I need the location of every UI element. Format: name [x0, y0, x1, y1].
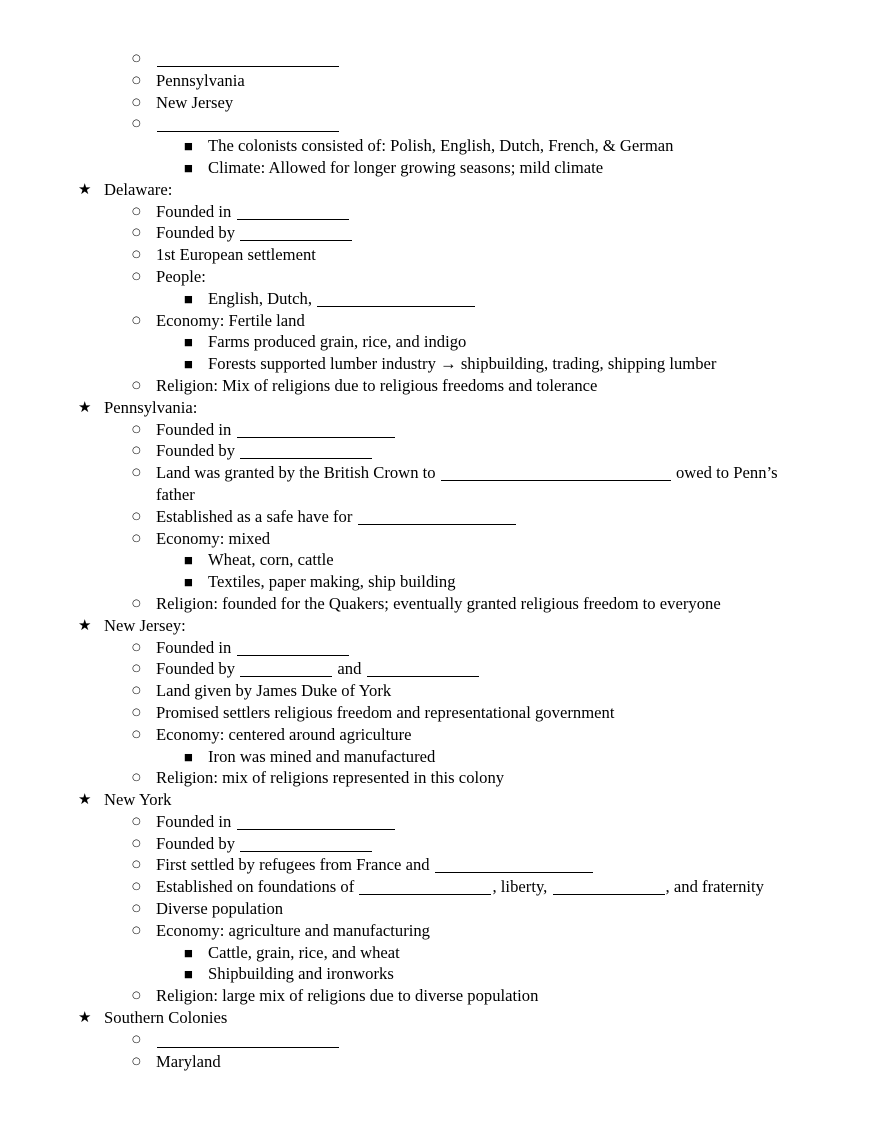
outline-item	[78, 876, 810, 898]
circle-bullet-icon: ○	[132, 314, 141, 326]
outline-item	[78, 1051, 810, 1073]
outline-item-text	[156, 920, 810, 942]
circle-bullet-icon: ○	[132, 379, 141, 391]
outline-item	[78, 179, 810, 201]
outline-item	[78, 549, 810, 571]
outline-item	[78, 375, 810, 397]
text-run: Southern Colonies	[104, 1008, 228, 1028]
text-run: Farms produced grain, rice, and indigo	[208, 332, 467, 352]
outline-item-text	[156, 767, 810, 789]
outline-item	[78, 963, 810, 985]
text-run: Founded in	[156, 419, 236, 439]
text-run: Founded by	[156, 659, 240, 679]
outline-item-text	[208, 331, 810, 353]
fill-in-blank[interactable]	[358, 511, 516, 525]
outline-item	[78, 680, 810, 702]
outline-item-text	[156, 266, 810, 288]
fill-in-blank[interactable]	[237, 642, 349, 656]
text-run: Economy: agriculture and manufacturing	[156, 920, 430, 940]
text-run: Wheat, corn, cattle	[208, 550, 334, 570]
circle-bullet-icon: ○	[132, 859, 141, 871]
outline-item	[78, 767, 810, 789]
circle-bullet-icon: ○	[132, 685, 141, 697]
star-bullet-icon: ★	[78, 397, 92, 416]
outline-list	[78, 48, 810, 1072]
square-bullet-icon: ■	[184, 293, 193, 305]
outline-item-text	[156, 680, 810, 702]
fill-in-blank[interactable]	[237, 206, 349, 220]
text-run: Iron was mined and manufactured	[208, 746, 436, 766]
outline-item	[78, 746, 810, 768]
outline-item	[78, 615, 810, 637]
outline-item	[78, 724, 810, 746]
outline-item	[78, 419, 810, 441]
circle-bullet-icon: ○	[132, 467, 141, 479]
outline-item	[78, 593, 810, 615]
text-run: Founded in	[156, 201, 236, 221]
outline-item-text	[156, 985, 810, 1007]
outline-item-text	[156, 440, 810, 462]
fill-in-blank[interactable]	[367, 663, 479, 677]
text-run: Climate: Allowed for longer growing seasons; mild climate	[208, 157, 604, 177]
outline-item-text	[156, 724, 810, 746]
outline-item-text	[208, 288, 810, 310]
circle-bullet-icon: ○	[132, 270, 141, 282]
outline-item-text	[156, 222, 810, 244]
outline-item-text	[104, 1007, 810, 1029]
circle-bullet-icon: ○	[132, 815, 141, 827]
text-run: Founded in	[156, 637, 236, 657]
text-run: Pennsylvania:	[104, 397, 198, 417]
circle-bullet-icon: ○	[132, 881, 141, 893]
star-bullet-icon: ★	[78, 1008, 92, 1027]
square-bullet-icon: ■	[184, 162, 193, 174]
outline-item	[78, 1007, 810, 1029]
outline-item-text	[104, 615, 810, 637]
square-bullet-icon: ■	[184, 969, 193, 981]
outline-item	[78, 942, 810, 964]
outline-item	[78, 440, 810, 462]
outline-item	[78, 397, 810, 419]
outline-item	[78, 135, 810, 157]
circle-bullet-icon: ○	[132, 53, 141, 64]
text-run: Promised settlers religious freedom and representational government	[156, 702, 615, 722]
text-run: Economy: mixed	[156, 528, 271, 548]
circle-bullet-icon: ○	[132, 903, 141, 915]
outline-item	[78, 920, 810, 942]
star-bullet-icon: ★	[78, 179, 92, 198]
outline-item-text	[156, 310, 810, 332]
text-run: Economy: Fertile land	[156, 310, 305, 330]
text-run: New Jersey:	[104, 615, 186, 635]
circle-bullet-icon: ○	[132, 532, 141, 544]
outline-item	[78, 222, 810, 244]
outline-item-text	[156, 48, 810, 70]
fill-in-blank[interactable]	[553, 881, 665, 895]
text-run: New Jersey	[156, 92, 234, 112]
circle-bullet-icon: ○	[132, 597, 141, 609]
text-run: owed to Penn’s father	[156, 463, 782, 504]
fill-in-blank[interactable]	[359, 881, 491, 895]
fill-in-blank[interactable]	[237, 424, 395, 438]
square-bullet-icon: ■	[184, 141, 193, 153]
outline-item	[78, 288, 810, 310]
outline-item-text	[156, 811, 810, 833]
circle-bullet-icon: ○	[132, 1033, 141, 1045]
fill-in-blank[interactable]	[237, 816, 395, 830]
circle-bullet-icon: ○	[132, 74, 141, 86]
outline-item	[78, 789, 810, 811]
text-run: Delaware:	[104, 179, 173, 199]
outline-item-text	[156, 658, 810, 680]
outline-item-text	[156, 92, 810, 114]
text-run: Founded by	[156, 223, 240, 243]
outline-item-text	[156, 833, 810, 855]
outline-item-text	[208, 549, 810, 571]
outline-item-text	[156, 702, 810, 724]
text-run: , and fraternity	[665, 877, 764, 897]
text-run: Religion: founded for the Quakers; eventually granted religious freedom to everyone	[156, 593, 721, 613]
outline-item-text	[208, 353, 810, 375]
square-bullet-icon: ■	[184, 947, 193, 959]
outline-item	[78, 1029, 810, 1051]
text-run: Maryland	[156, 1051, 221, 1071]
outline-item	[78, 353, 810, 375]
outline-item	[78, 985, 810, 1007]
text-run: Founded by	[156, 441, 240, 461]
outline-item	[78, 637, 810, 659]
circle-bullet-icon: ○	[132, 663, 141, 675]
outline-item-text	[156, 854, 810, 876]
text-run: New York	[104, 790, 172, 810]
text-run: Diverse population	[156, 899, 284, 919]
outline-item	[78, 702, 810, 724]
outline-item	[78, 528, 810, 550]
text-run: Land was granted by the British Crown to	[156, 463, 440, 483]
fill-in-blank[interactable]	[240, 227, 352, 241]
outline-item	[78, 658, 810, 680]
outline-item-text	[104, 789, 810, 811]
outline-item	[78, 266, 810, 288]
circle-bullet-icon: ○	[132, 118, 141, 130]
square-bullet-icon: ■	[184, 555, 193, 567]
outline-item-text	[156, 637, 810, 659]
outline-item-text	[208, 746, 810, 768]
outline-item	[78, 310, 810, 332]
star-bullet-icon: ★	[78, 615, 92, 634]
fill-in-blank[interactable]	[240, 838, 372, 852]
circle-bullet-icon: ○	[132, 728, 141, 740]
text-run: Religion: large mix of religions due to diverse population	[156, 986, 539, 1006]
outline-item	[78, 157, 810, 179]
text-run: Forests supported lumber industry → shipbuilding, trading, shipping lumber	[208, 354, 717, 374]
circle-bullet-icon: ○	[132, 924, 141, 936]
fill-in-blank[interactable]	[441, 467, 671, 481]
outline-item	[78, 48, 810, 70]
fill-in-blank[interactable]	[157, 53, 339, 67]
outline-item	[78, 833, 810, 855]
outline-item-text	[156, 1029, 810, 1051]
outline-item-text	[156, 1051, 810, 1073]
text-run: Founded in	[156, 811, 236, 831]
fill-in-blank[interactable]	[240, 445, 372, 459]
outline-item	[78, 331, 810, 353]
outline-item-text	[156, 506, 810, 528]
square-bullet-icon: ■	[184, 337, 193, 349]
circle-bullet-icon: ○	[132, 510, 141, 522]
fill-in-blank[interactable]	[157, 118, 339, 132]
star-bullet-icon: ★	[78, 790, 92, 809]
outline-item	[78, 244, 810, 266]
fill-in-blank[interactable]	[435, 859, 593, 873]
text-run: Religion: Mix of religions due to religious freedoms and tolerance	[156, 375, 598, 395]
outline-item-text	[156, 593, 810, 615]
outline-item-text	[156, 113, 810, 135]
text-run: English, Dutch,	[208, 288, 317, 308]
circle-bullet-icon: ○	[132, 445, 141, 457]
outline-item	[78, 201, 810, 223]
square-bullet-icon: ■	[184, 359, 193, 371]
fill-in-blank[interactable]	[157, 1034, 339, 1048]
text-run: Established on foundations of	[156, 877, 359, 897]
circle-bullet-icon: ○	[132, 1055, 141, 1067]
circle-bullet-icon: ○	[132, 249, 141, 261]
outline-item	[78, 571, 810, 593]
outline-item	[78, 811, 810, 833]
text-run: Religion: mix of religions represented in this colony	[156, 768, 505, 788]
text-run: and	[333, 659, 366, 679]
outline-item-text	[208, 942, 810, 964]
outline-item	[78, 854, 810, 876]
square-bullet-icon: ■	[184, 577, 193, 589]
circle-bullet-icon: ○	[132, 837, 141, 849]
circle-bullet-icon: ○	[132, 990, 141, 1002]
text-run: 1st European settlement	[156, 245, 316, 265]
outline-item	[78, 70, 810, 92]
circle-bullet-icon: ○	[132, 641, 141, 653]
text-run: Pennsylvania	[156, 70, 245, 90]
text-run: Economy: centered around agriculture	[156, 724, 412, 744]
outline-item-text	[208, 571, 810, 593]
text-run: Founded by	[156, 833, 240, 853]
outline-item	[78, 92, 810, 114]
text-run: Textiles, paper making, ship building	[208, 572, 456, 592]
outline-item	[78, 113, 810, 135]
text-run: , liberty,	[492, 877, 552, 897]
circle-bullet-icon: ○	[132, 706, 141, 718]
outline-item-text	[156, 876, 810, 898]
outline-item-text	[208, 135, 810, 157]
outline-item-text	[156, 244, 810, 266]
circle-bullet-icon: ○	[132, 772, 141, 784]
outline-item-text	[156, 898, 810, 920]
outline-item-text	[104, 397, 810, 419]
text-run: People:	[156, 266, 206, 286]
outline-item-text	[104, 179, 810, 201]
circle-bullet-icon: ○	[132, 205, 141, 217]
text-run: First settled by refugees from France and	[156, 855, 434, 875]
outline-item	[78, 462, 810, 506]
text-run: Cattle, grain, rice, and wheat	[208, 942, 400, 962]
outline-item-text	[156, 375, 810, 397]
outline-item	[78, 506, 810, 528]
circle-bullet-icon: ○	[132, 423, 141, 435]
circle-bullet-icon: ○	[132, 227, 141, 239]
text-run: Established as a safe have for	[156, 506, 357, 526]
text-run: Shipbuilding and ironworks	[208, 964, 394, 984]
text-run: Land given by James Duke of York	[156, 681, 392, 701]
square-bullet-icon: ■	[184, 751, 193, 763]
text-run: The colonists consisted of: Polish, English, Dutch, French, & German	[208, 136, 674, 156]
outline-item-text	[156, 462, 810, 506]
outline-item-text	[208, 157, 810, 179]
outline-item-text	[156, 201, 810, 223]
outline-item-text	[156, 70, 810, 92]
outline-item-text	[156, 528, 810, 550]
outline-item-text	[156, 419, 810, 441]
fill-in-blank[interactable]	[317, 293, 475, 307]
outline-item-text	[208, 963, 810, 985]
outline-item	[78, 898, 810, 920]
circle-bullet-icon: ○	[132, 96, 141, 108]
fill-in-blank[interactable]	[240, 663, 332, 677]
